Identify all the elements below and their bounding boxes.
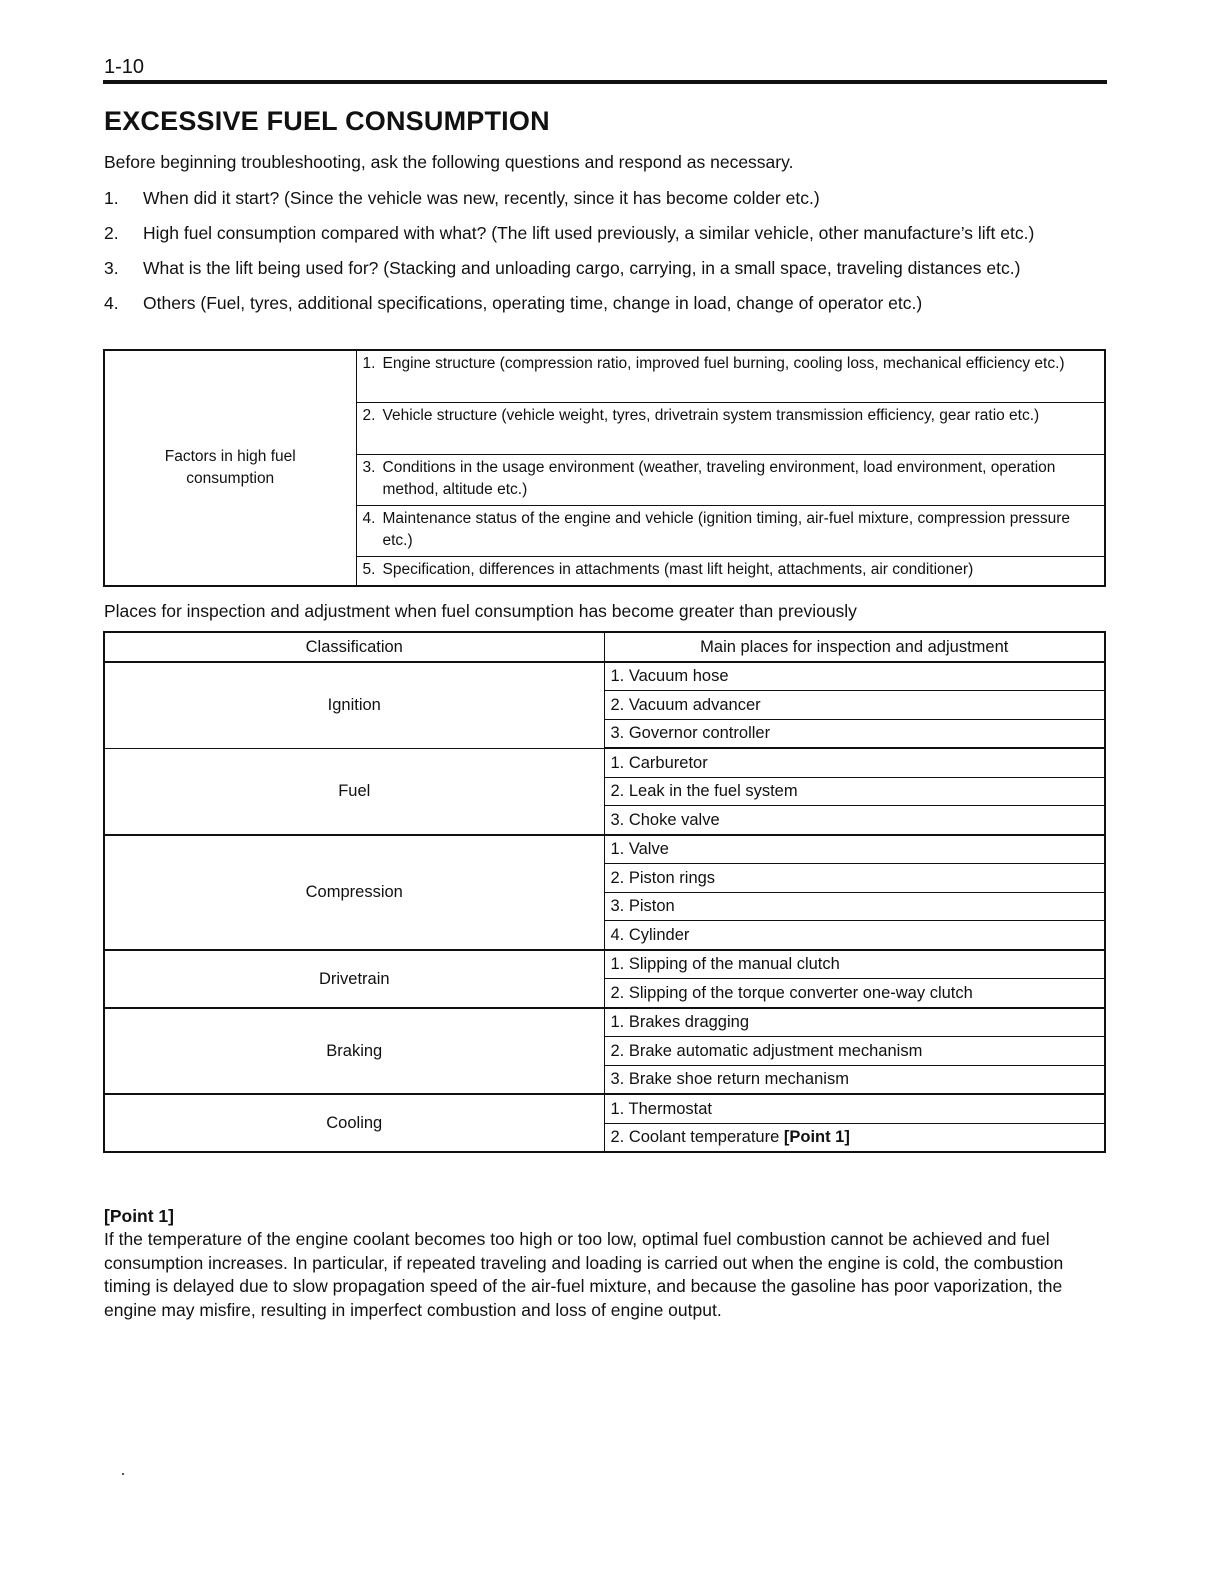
table-row [104, 350, 1105, 402]
table-row [104, 662, 1105, 691]
inspection-item: 2. Leak in the fuel system [604, 777, 1105, 806]
scan-speck [122, 1473, 124, 1475]
inspection-item: 2. Vacuum advancer [604, 691, 1105, 720]
factor-text: Maintenance status of the engine and vehicle (ignition timing, air-fuel mixture, compression pressure etc.) [382, 509, 1071, 549]
question-number: 4. [104, 293, 119, 313]
question-text: High fuel consumption compared with what? (The lift used previously, a similar vehicle, other manufacture’s lift etc.) [143, 223, 1035, 243]
question-list [104, 187, 1108, 327]
table-row [104, 1008, 1105, 1037]
factors-label [104, 350, 356, 586]
table-header-row [104, 632, 1105, 662]
inspection-item: 1. Carburetor [604, 748, 1105, 777]
question-text: Others (Fuel, tyres, additional specifications, operating time, change in load, change of operator etc.) [143, 293, 923, 313]
category-fuel: Fuel [104, 748, 604, 835]
factor-cell [356, 350, 1105, 402]
inspection-item [604, 1123, 1105, 1152]
column-header-classification: Classification [104, 632, 604, 662]
factor-cell [356, 556, 1105, 586]
inspection-item: 2. Piston rings [604, 864, 1105, 893]
question-item [104, 292, 1108, 315]
intro-text: Before beginning troubleshooting, ask the following questions and respond as necessary. [104, 152, 794, 172]
point-1-body: If the temperature of the engine coolant becomes too high or too low, optimal fuel combustion cannot be achieved and fuel consumption increases. In particular, if repeated traveling and loading is carried out when the engine is cold, the combustion timing is delayed due to slow propagation speed of the air-fuel mixture, and because the gasoline has poor vaporization, the engine may misfire, resulting in imperfect combustion and loss of engine output. [104, 1229, 1064, 1321]
inspection-item: 1. Vacuum hose [604, 662, 1105, 691]
inspection-item: 1. Thermostat [604, 1094, 1105, 1123]
factor-text: Vehicle structure (vehicle weight, tyres, drivetrain system transmission efficiency, gear ratio etc.) [382, 406, 1040, 424]
question-number: 1. [104, 188, 119, 208]
table-row [104, 950, 1105, 979]
column-header-main-places: Main places for inspection and adjustment [604, 632, 1105, 662]
factor-number: 4. [362, 509, 376, 527]
factor-cell [356, 402, 1105, 454]
inspection-item: 3. Piston [604, 892, 1105, 921]
inspection-item: 3. Brake shoe return mechanism [604, 1065, 1105, 1094]
places-caption: Places for inspection and adjustment when fuel consumption has become greater than previously [104, 601, 857, 621]
point-1-title: [Point 1] [104, 1206, 174, 1226]
question-item [104, 187, 1108, 210]
factor-text: Engine structure (compression ratio, improved fuel burning, cooling loss, mechanical efficiency etc.) [382, 355, 1065, 372]
question-item [104, 257, 1108, 280]
inspection-item: 2. Slipping of the torque converter one-way clutch [604, 979, 1105, 1008]
inspection-item: 1. Valve [604, 835, 1105, 864]
point-reference: [Point 1] [783, 1128, 850, 1147]
question-number: 3. [104, 258, 119, 278]
table-row [104, 835, 1105, 864]
category-drivetrain: Drivetrain [104, 950, 604, 1008]
inspection-item: 1. Brakes dragging [604, 1008, 1105, 1037]
inspection-item-text: 2. Coolant temperature [610, 1128, 780, 1147]
table-row [104, 748, 1105, 777]
question-text: What is the lift being used for? (Stacking and unloading cargo, carrying, in a small space, traveling distances etc.) [143, 258, 1021, 278]
question-item [104, 222, 1108, 245]
table-row [104, 1094, 1105, 1123]
category-ignition: Ignition [104, 662, 604, 749]
category-braking: Braking [104, 1008, 604, 1095]
factors-table [103, 349, 1106, 587]
factor-text: Specification, differences in attachments (mast lift height, attachments, air conditioner) [382, 560, 974, 578]
places-table [103, 631, 1106, 1153]
inspection-item: 3. Governor controller [604, 719, 1105, 748]
factor-cell [356, 505, 1105, 556]
question-number: 2. [104, 223, 119, 243]
factor-number: 3. [362, 458, 376, 476]
factor-number: 5. [362, 560, 376, 578]
inspection-item: 1. Slipping of the manual clutch [604, 950, 1105, 979]
page-title: EXCESSIVE FUEL CONSUMPTION [104, 106, 550, 136]
inspection-item: 2. Brake automatic adjustment mechanism [604, 1037, 1105, 1066]
inspection-item: 3. Choke valve [604, 806, 1105, 835]
category-compression: Compression [104, 835, 604, 950]
factors-label-text: Factors in high fuel consumption [164, 448, 296, 487]
inspection-item: 4. Cylinder [604, 921, 1105, 950]
category-cooling: Cooling [104, 1094, 604, 1152]
header-rule [103, 80, 1107, 84]
factor-cell [356, 454, 1105, 505]
question-text: When did it start? (Since the vehicle was new, recently, since it has become colder etc.) [143, 188, 820, 208]
page-number: 1-10 [104, 56, 145, 78]
factor-text: Conditions in the usage environment (weather, traveling environment, load environment, operation method, altitude etc.) [382, 458, 1056, 498]
factor-number: 2. [362, 406, 376, 424]
factor-number: 1. [362, 355, 376, 372]
